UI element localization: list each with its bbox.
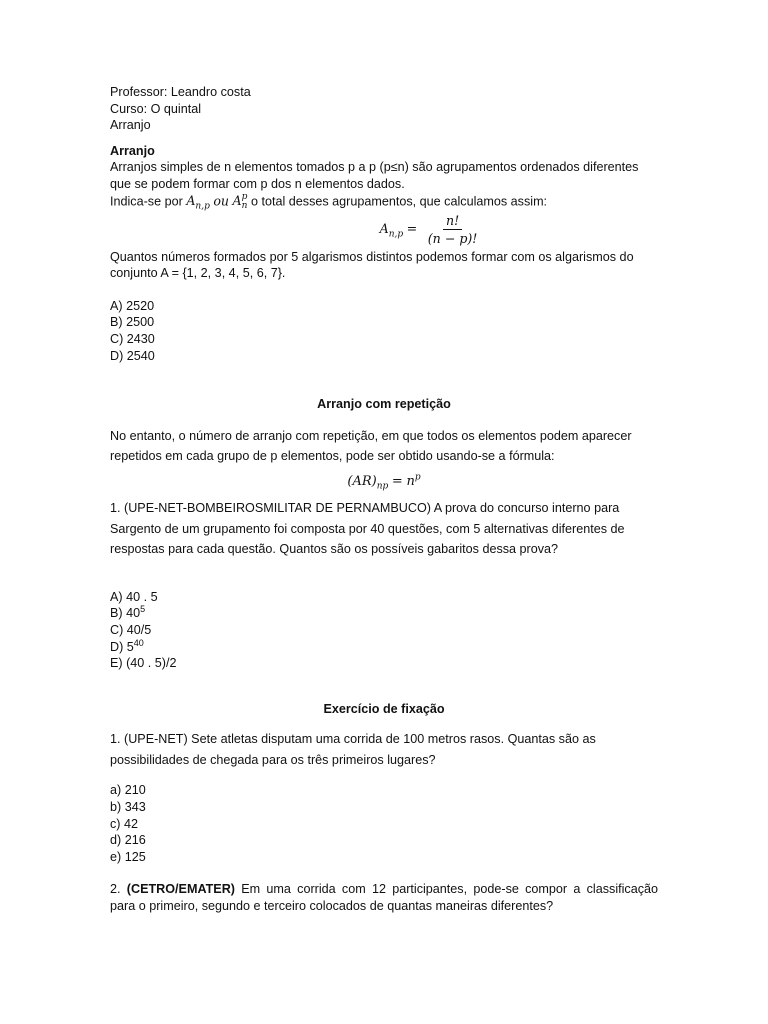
notation-suffix: o total desses agrupamentos, que calculamos assim: <box>250 194 548 209</box>
arranjo-question-line1: Quantos números formados por 5 algarismos distintos podemos formar com os algarismos do <box>110 249 634 264</box>
fixacao-question2-line1: 2. (CETRO/EMATER) Em uma corrida com 12 participantes, pode-se compor a classificação <box>110 882 659 897</box>
curso-line: Curso: O quintal <box>110 101 201 116</box>
repeticao-heading: Arranjo com repetição <box>317 397 451 412</box>
repeticao-text-line2: repetidos em cada grupo de p elementos, pode ser obtido usando-se a fórmula: <box>110 449 555 464</box>
notation-ou: ou <box>213 193 230 209</box>
repeticao-option-e: E) (40 . 5)/2 <box>110 656 177 671</box>
repeticao-text-line1: No entanto, o número de arranjo com repetição, em que todos os elementos podem aparecer <box>110 428 632 443</box>
repeticao-option-d: D) $5^{40}$ <box>110 637 144 654</box>
notation-prefix: Indica-se por <box>110 194 183 209</box>
fixacao-option-b: b) 343 <box>110 799 146 814</box>
notation-symbol-b: A p n <box>232 191 248 211</box>
fixacao-option-c: c) 42 <box>110 816 138 831</box>
arranjo-notation-line <box>110 193 658 211</box>
fixacao-option-a: a) 210 <box>110 783 146 798</box>
arranjo-definition-line2: que se podem formar com p dos n elementos dados. <box>110 176 405 191</box>
repeticao-option-a: A) 40 . 5 <box>110 589 158 604</box>
arranjo-option-b: B) 2500 <box>110 315 155 330</box>
arranjo-option-a: A) 2520 <box>110 298 155 313</box>
notation-symbol-a: $A_{n,p}$ <box>186 193 210 212</box>
arranjo-option-c: C) 2430 <box>110 331 155 346</box>
arranjo-heading: Arranjo <box>110 143 155 158</box>
professor-line: Professor: Leandro costa <box>110 85 251 99</box>
repeticao-option-c: C) 40/5 <box>110 623 152 637</box>
arranjo-question-line2: conjunto A = {1, 2, 3, 4, 5, 6, 7}. <box>110 266 286 281</box>
repeticao-option-b: B) $40^5$ <box>110 604 146 621</box>
fixacao-question1-line1: 1. (UPE-NET) Sete atletas disputam uma corrida de 100 metros rasos. Quantas são as <box>110 732 596 747</box>
fixacao-heading: Exercício de fixação <box>323 701 445 716</box>
repeticao-question-line3: respostas para cada questão. Quantos são os possíveis gabaritos dessa prova? <box>110 542 559 557</box>
formula-fraction: $\frac{n!}{(n - p)!}$ <box>427 212 478 246</box>
arranjo-definition-line1: Arranjos simples de n elementos tomados p a p (p≤n) são agrupamentos ordenados diferentes <box>110 160 639 175</box>
fixacao-question2-line2: para o primeiro, segundo e terceiro colocados de quantas maneiras diferentes? <box>110 898 554 913</box>
arranjo-option-d: D) 2540 <box>110 348 155 363</box>
topic-line: Arranjo <box>110 118 151 133</box>
repeticao-question-line1: 1. (UPE-NET-BOMBEIROSMILITAR DE PERNAMBUCO) A prova do concurso interno para <box>110 501 620 516</box>
fixacao-question1-line2: possibilidades de chegada para os três primeiros lugares? <box>110 752 436 767</box>
repeticao-question-line2: Sargento de um grupamento foi composta por 40 questões, com 5 alternativas diferentes de <box>110 521 625 536</box>
document-page <box>110 84 658 915</box>
repeticao-formula: $(AR)_{np} = n^p$ <box>347 472 421 492</box>
fixacao-option-e: e) 125 <box>110 849 146 864</box>
fixacao-option-d: d) 216 <box>110 833 146 848</box>
arranjo-formula: $A_{n,p}$ = $\frac{n!}{(n - p)!}$ <box>110 213 658 246</box>
